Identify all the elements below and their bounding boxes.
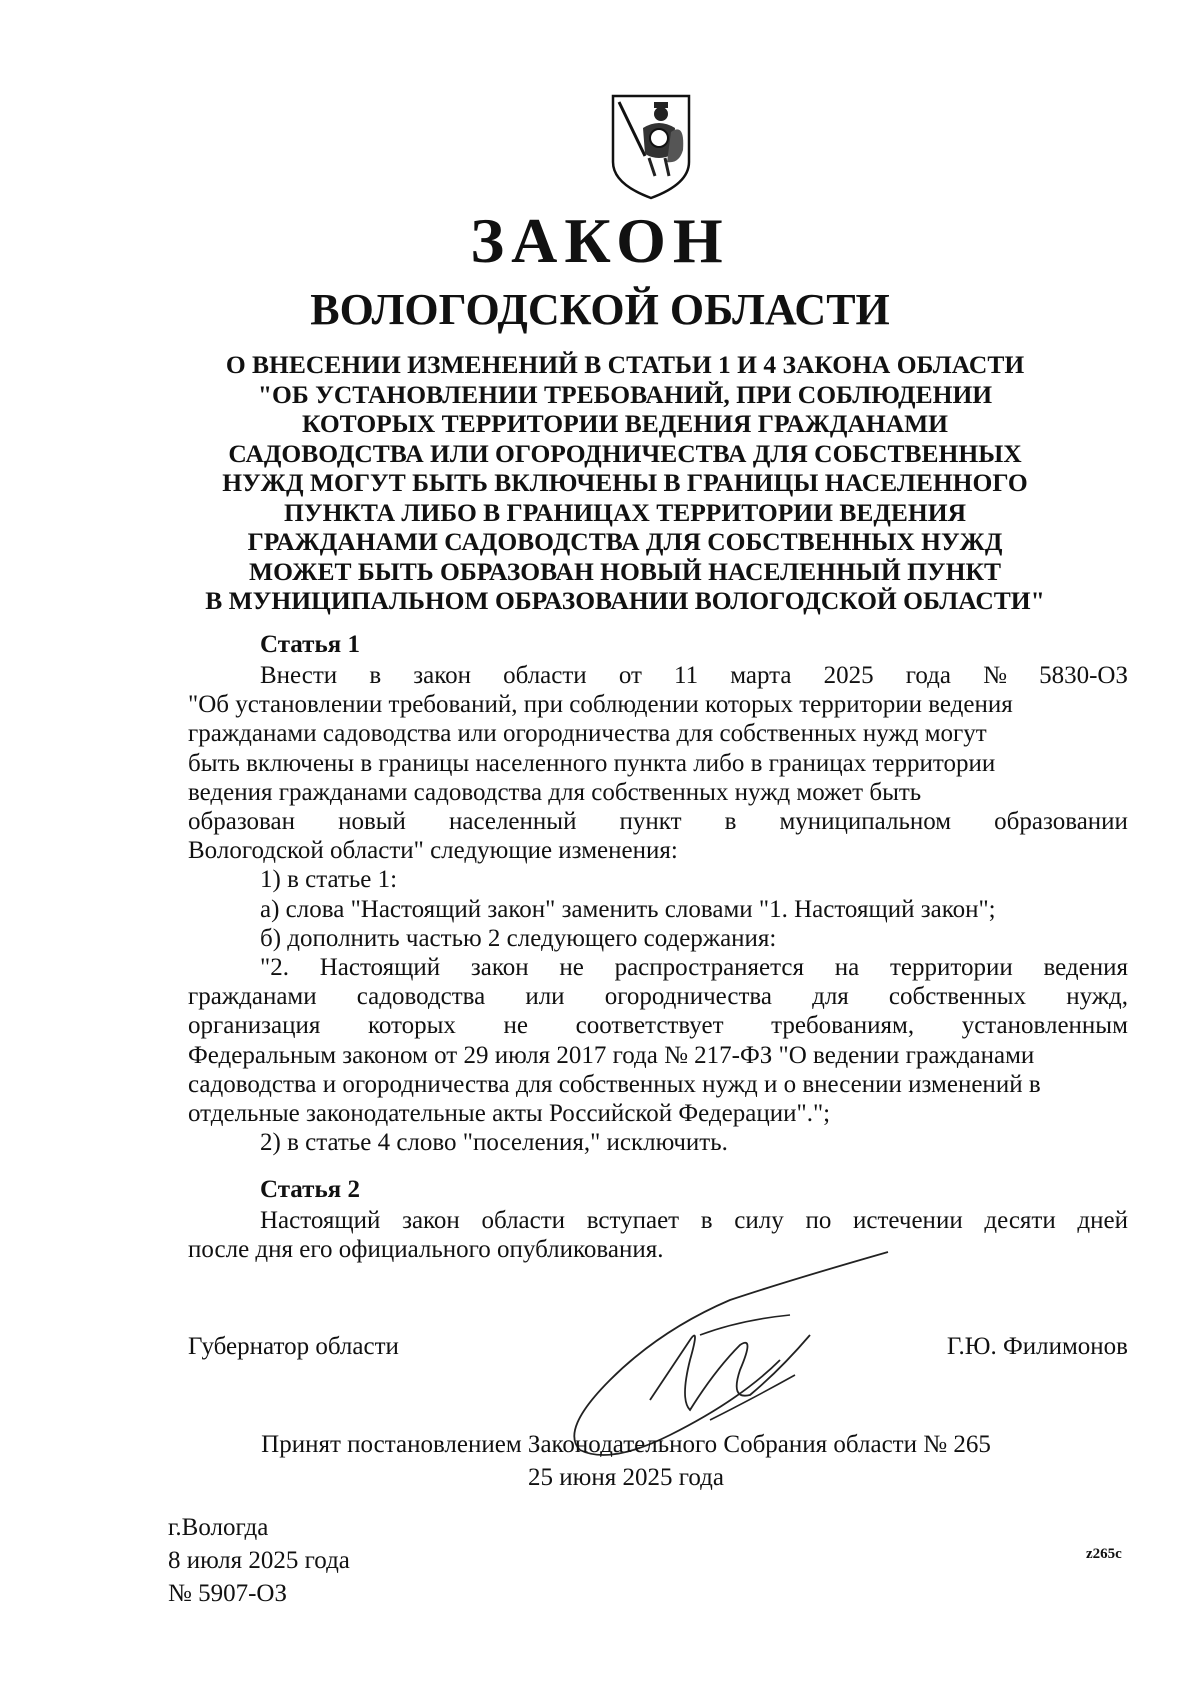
word: не — [559, 954, 584, 982]
word: огородничества — [604, 983, 772, 1011]
quote-line: отдельные законодательные акты Российской Федерации"."; — [188, 1100, 831, 1128]
place-date-block — [168, 1511, 350, 1610]
word: требованиям, — [771, 1012, 915, 1040]
quote-line: Федеральным законом от 29 июля 2017 года № 217-ФЗ "О ведении гражданами — [188, 1041, 1035, 1069]
word: вступает — [586, 1207, 680, 1234]
governor-label: Губернатор области — [188, 1333, 399, 1360]
word: муниципальном — [779, 808, 952, 836]
word: садоводства — [356, 983, 486, 1011]
adoption-note — [0, 1428, 1200, 1494]
word: дней — [1077, 1207, 1128, 1234]
word: 11 — [674, 662, 699, 689]
subject-line: "ОБ УСТАНОВЛЕНИИ ТРЕБОВАНИЙ, ПРИ СОБЛЮДЕНИИ — [257, 379, 993, 409]
article-1-line: "Об установлении требований, при соблюдении которых территории ведения — [188, 691, 1013, 719]
article-2-line: после дня его официального опубликования. — [188, 1236, 664, 1264]
amendment-item: 2) в статье 4 слово "поселения," исключить. — [260, 1129, 728, 1157]
word: по — [805, 1207, 832, 1234]
word: закон — [470, 954, 529, 982]
word: организация — [188, 1012, 321, 1040]
word: закон — [413, 662, 471, 689]
word: Внести — [260, 662, 338, 689]
document-title: ЗАКОН — [470, 205, 730, 276]
word: области — [503, 662, 587, 689]
word: на — [834, 954, 860, 982]
word: соответствует — [575, 1012, 724, 1040]
word: области — [481, 1207, 566, 1234]
word: в — [369, 662, 382, 689]
word: закон — [402, 1207, 460, 1234]
word: в — [700, 1207, 713, 1234]
law-subject — [150, 350, 1100, 616]
word: гражданами — [188, 983, 317, 1011]
article-1-title: Статья 1 — [260, 631, 360, 658]
article-1-line: Вологодской области" следующие изменения: — [188, 837, 678, 865]
word: нужд, — [1066, 983, 1128, 1011]
amendment-item: а) слова "Настоящий закон" заменить словами "1. Настоящий закон"; — [260, 895, 996, 923]
quote-line: садоводства и огородничества для собственных нужд и о внесении изменений в — [188, 1070, 1041, 1098]
adoption-line: Принят постановлением Законодательного Собрания области № 265 — [261, 1431, 991, 1458]
region-title: ВОЛОГОДСКОЙ ОБЛАСТИ — [310, 285, 890, 334]
coat-of-arms-icon — [609, 92, 693, 202]
word: 2025 — [823, 662, 874, 689]
word: которых — [367, 1012, 456, 1040]
signing-date: 8 июля 2025 года — [168, 1547, 350, 1574]
word: силу — [734, 1207, 784, 1234]
article-1-line — [188, 661, 1128, 690]
document-code: z265c — [1086, 1546, 1122, 1562]
word: в — [724, 808, 737, 836]
adoption-date: 25 июня 2025 года — [528, 1464, 724, 1491]
word: от — [618, 662, 642, 689]
subject-line: ПУНКТА ЛИБО В ГРАНИЦАХ ТЕРРИТОРИИ ВЕДЕНИЯ — [284, 497, 966, 527]
word: "2. — [260, 954, 289, 982]
word: № — [983, 662, 1007, 689]
word: или — [525, 983, 565, 1011]
article-1-line: ведения гражданами садоводства для собственных нужд может быть — [188, 778, 922, 806]
word: десяти — [984, 1207, 1056, 1234]
amendment-item: 1) в статье 1: — [260, 866, 398, 894]
subject-line: КОТОРЫХ ТЕРРИТОРИИ ВЕДЕНИЯ ГРАЖДАНАМИ — [301, 409, 949, 438]
quote-line — [188, 1011, 1128, 1040]
amendment-item: б) дополнить частью 2 следующего содержания: — [260, 924, 777, 952]
word: истечении — [853, 1207, 963, 1234]
article-1-body — [188, 661, 1128, 1157]
subject-line: САДОВОДСТВА ИЛИ ОГОРОДНИЧЕСТВА ДЛЯ СОБСТВЕННЫХ — [228, 438, 1022, 468]
subject-line: ГРАЖДАНАМИ САДОВОДСТВА ДЛЯ СОБСТВЕННЫХ НУЖД — [247, 527, 1003, 556]
article-2-line — [188, 1206, 1128, 1235]
word: Настоящий — [260, 1207, 381, 1234]
subject-line: О ВНЕСЕНИИ ИЗМЕНЕНИЙ В СТАТЬИ 1 И 4 ЗАКОНА ОБЛАСТИ — [225, 350, 1025, 379]
word: года — [905, 662, 951, 689]
word: пункт — [619, 808, 682, 836]
subject-line: МОЖЕТ БЫТЬ ОБРАЗОВАН НОВЫЙ НАСЕЛЕННЫЙ ПУНКТ — [249, 556, 1001, 586]
governor-name: Г.Ю. Филимонов — [946, 1333, 1128, 1360]
subject-line: В МУНИЦИПАЛЬНОМ ОБРАЗОВАНИИ ВОЛОГОДСКОЙ ОБЛАСТИ" — [205, 586, 1045, 615]
word: 5830-ОЗ — [1039, 662, 1128, 689]
word: марта — [730, 662, 792, 689]
word: для — [812, 983, 849, 1011]
quote-line — [188, 953, 1128, 982]
article-1-line: гражданами садоводства или огородничества для собственных нужд могут — [188, 720, 987, 748]
word: образовании — [994, 808, 1128, 836]
word: новый — [338, 808, 406, 836]
word: собственных — [888, 983, 1027, 1011]
word: ведения — [1043, 954, 1128, 982]
word: Настоящий — [319, 954, 441, 982]
city: г.Вологда — [168, 1514, 269, 1541]
word: территории — [889, 954, 1013, 982]
word: распространяется — [614, 954, 804, 982]
word: не — [503, 1012, 529, 1040]
quote-line — [188, 982, 1128, 1011]
article-1-line — [188, 807, 1128, 836]
word: населенный — [448, 808, 577, 836]
subject-line: НУЖД МОГУТ БЫТЬ ВКЛЮЧЕНЫ В ГРАНИЦЫ НАСЕЛЕННОГО — [222, 468, 1028, 497]
word: образован — [188, 808, 295, 836]
word: установленным — [961, 1012, 1128, 1040]
article-1-line: быть включены в границы населенного пункта либо в границах территории — [188, 749, 996, 777]
law-number: № 5907-ОЗ — [168, 1580, 288, 1607]
article-2-title: Статья 2 — [260, 1176, 360, 1203]
